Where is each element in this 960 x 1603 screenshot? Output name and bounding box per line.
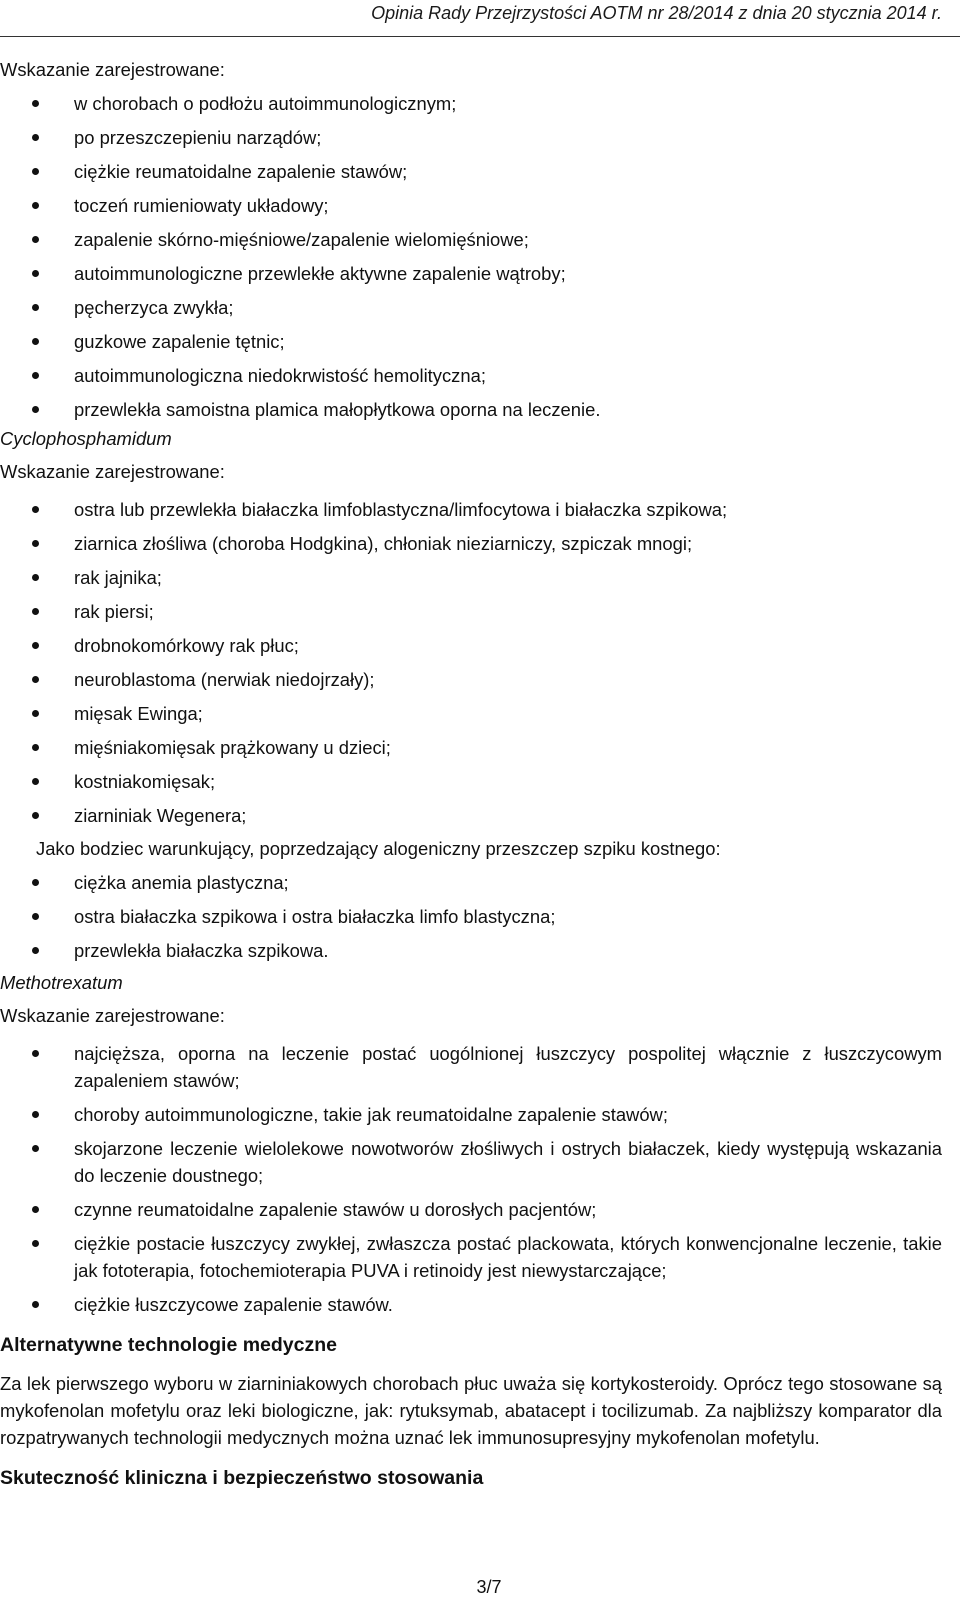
list-item: guzkowe zapalenie tętnic; (0, 328, 942, 355)
bullet-icon (32, 879, 39, 886)
bullet-icon (32, 1206, 39, 1213)
bullet-icon (32, 338, 39, 345)
indications-list-1 (0, 90, 942, 423)
list-item: przewlekła samoistna plamica małopłytkowa oporna na leczenie. (0, 396, 942, 423)
list-item: ziarnica złośliwa (choroba Hodgkina), chłoniak nieziarniczy, szpiczak mnogi; (0, 530, 942, 557)
section-heading-efficacy: Skuteczność kliniczna i bezpieczeństwo stosowania (0, 1467, 484, 1489)
list-item: ciężkie reumatoidalne zapalenie stawów; (0, 158, 942, 185)
bullet-icon (32, 168, 39, 175)
indications-list-methotrexatum (0, 1040, 942, 1318)
list-item: kostniakomięsak; (0, 768, 942, 795)
bullet-icon (32, 1050, 39, 1057)
bullet-icon (32, 913, 39, 920)
list-item: autoimmunologiczne przewlekłe aktywne zapalenie wątroby; (0, 260, 942, 287)
header-title: Opinia Rady Przejrzystości AOTM nr 28/2014 z dnia 20 stycznia 2014 r. (371, 3, 942, 23)
list-item: rak piersi; (0, 598, 942, 625)
page-header (0, 0, 960, 37)
bullet-icon (32, 1301, 39, 1308)
drug-name-cyclophosphamidum: Cyclophosphamidum (0, 428, 172, 449)
list-item: czynne reumatoidalne zapalenie stawów u dorosłych pacjentów; (0, 1196, 942, 1223)
bullet-icon (32, 642, 39, 649)
list-item: autoimmunologiczna niedokrwistość hemolityczna; (0, 362, 942, 389)
bullet-icon (32, 236, 39, 243)
document-body (0, 56, 942, 1492)
bullet-icon (32, 372, 39, 379)
bullet-icon (32, 676, 39, 683)
bullet-icon (32, 608, 39, 615)
list-item: ciężkie łuszczycowe zapalenie stawów. (0, 1291, 942, 1318)
bullet-icon (32, 304, 39, 311)
list-item: po przeszczepieniu narządów; (0, 124, 942, 151)
list-item: ciężkie postacie łuszczycy zwykłej, zwłaszcza postać plackowata, których konwencjonalne leczenie, takie jak fototerapia, fotochemioterapia PUVA i retinoidy jest niewystarczające; (0, 1230, 942, 1284)
bullet-icon (32, 710, 39, 717)
bullet-icon (32, 1240, 39, 1247)
list-item: najcięższa, oporna na leczenie postać uogólnionej łuszczycy pospolitej włącznie z łuszczycowym zapaleniem stawów; (0, 1040, 942, 1094)
list-item: pęcherzyca zwykła; (0, 294, 942, 321)
bullet-icon (32, 406, 39, 413)
list-item: drobnokomórkowy rak płuc; (0, 632, 942, 659)
list-item: mięśniakomięsak prążkowany u dzieci; (0, 734, 942, 761)
bullet-icon (32, 202, 39, 209)
bullet-icon (32, 134, 39, 141)
list-item: zapalenie skórno-mięśniowe/zapalenie wielomięśniowe; (0, 226, 942, 253)
list-item: ziarniniak Wegenera; (0, 802, 942, 829)
registered-indication-label: Wskazanie zarejestrowane: (0, 59, 225, 80)
list-item: mięsak Ewinga; (0, 700, 942, 727)
bullet-icon (32, 1145, 39, 1152)
section-heading-alternatives: Alternatywne technologie medyczne (0, 1334, 337, 1356)
conditioning-list (0, 869, 942, 964)
list-item: ostra lub przewlekła białaczka limfoblastyczna/limfocytowa i białaczka szpikowa; (0, 496, 942, 523)
page-number: 3/7 (476, 1577, 502, 1597)
bullet-icon (32, 270, 39, 277)
bullet-icon (32, 812, 39, 819)
drug-name-methotrexatum: Methotrexatum (0, 972, 123, 993)
list-item: ciężka anemia plastyczna; (0, 869, 942, 896)
bullet-icon (32, 506, 39, 513)
alternatives-paragraph: Za lek pierwszego wyboru w ziarniniakowych chorobach płuc uważa się kortykosteroidy. Oprócz tego stosowane są mykofenolan mofetylu oraz leki biologiczne, jak: rytuksymab, abatacept i tocilizumab. Za najbliższy komparator dla rozpatrywanych technologii medycznych można uznać lek immunosupresyjny mykofenolan mofetylu. (0, 1373, 942, 1448)
page-footer (0, 1577, 942, 1598)
bullet-icon (32, 778, 39, 785)
list-item: neuroblastoma (nerwiak niedojrzały); (0, 666, 942, 693)
list-item: skojarzone leczenie wielolekowe nowotworów złośliwych i ostrych białaczek, kiedy występują wskazania do leczenie doustnego; (0, 1135, 942, 1189)
list-item: rak jajnika; (0, 564, 942, 591)
list-item: w chorobach o podłożu autoimmunologicznym; (0, 90, 942, 117)
bullet-icon (32, 540, 39, 547)
bullet-icon (32, 100, 39, 107)
bullet-icon (32, 947, 39, 954)
list-item: ostra białaczka szpikowa i ostra białaczka limfo blastyczna; (0, 903, 942, 930)
bullet-icon (32, 1111, 39, 1118)
list-item: przewlekła białaczka szpikowa. (0, 937, 942, 964)
bullet-icon (32, 744, 39, 751)
list-item: choroby autoimmunologiczne, takie jak reumatoidalne zapalenie stawów; (0, 1101, 942, 1128)
registered-indication-label: Wskazanie zarejestrowane: (0, 461, 225, 482)
registered-indication-label: Wskazanie zarejestrowane: (0, 1005, 225, 1026)
list-item: toczeń rumieniowaty układowy; (0, 192, 942, 219)
bullet-icon (32, 574, 39, 581)
conditioning-label: Jako bodziec warunkujący, poprzedzający alogeniczny przeszczep szpiku kostnego: (36, 838, 721, 859)
indications-list-cyclophosphamidum (0, 496, 942, 829)
